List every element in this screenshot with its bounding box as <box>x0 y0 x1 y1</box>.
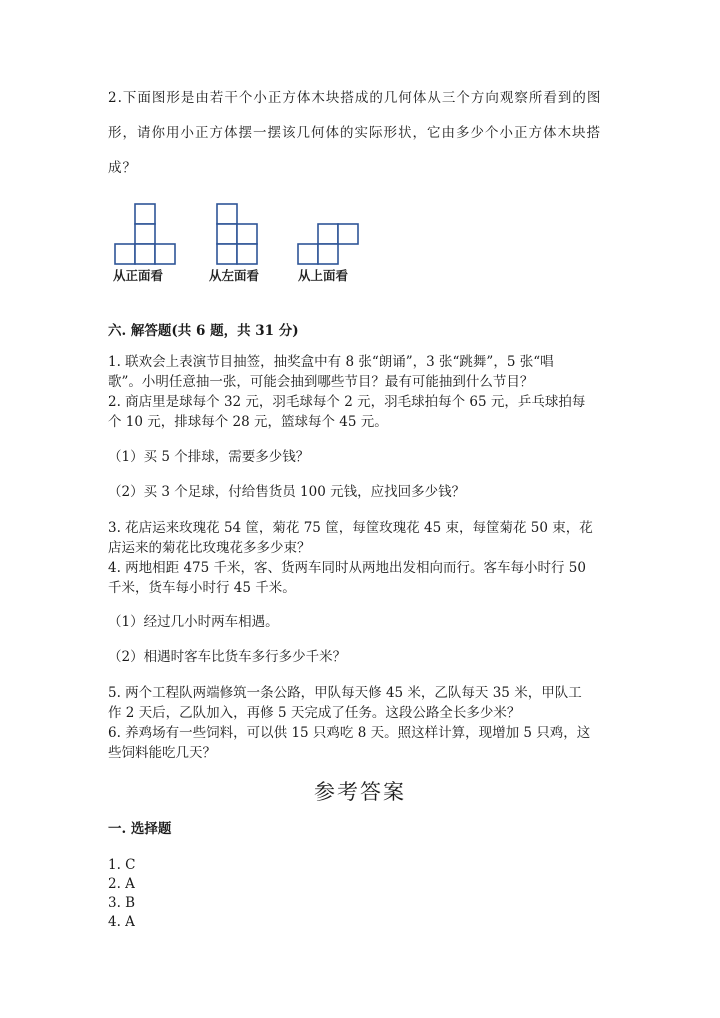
problem-4-sub-1: （1）经过几小时两车相遇。 <box>108 614 279 630</box>
top-view-caption: 从上面看 <box>298 268 349 283</box>
problem-4-line-2: 千米，货车每小时行 45 千米。 <box>108 580 296 596</box>
top-view-grid <box>298 224 358 264</box>
view-question-line-1: 2.下面图形是由若干个小正方体木块搭成的几何体从三个方向观察所看到的图 <box>108 90 602 106</box>
problem-4-line-1: 4. 两地相距 475 千米，客、货两车同时从两地出发相向而行。客车每小时行 50 <box>108 560 586 576</box>
answer-item: 1. C <box>108 857 136 873</box>
problem-3-line-2: 店运来的菊花比玫瑰花多多少束？ <box>108 540 311 556</box>
problem-1-line-2: 歌”。小明任意抽一张，可能会抽到哪些节目？最有可能抽到什么节目？ <box>108 374 534 390</box>
problem-2-sub-1: （1）买 5 个排球，需要多少钱？ <box>108 449 310 465</box>
view-question-line-2: 形，请你用小正方体摆一摆该几何体的实际形状，它由多少个小正方体木块搭 <box>108 125 601 141</box>
view-question-line-3: 成？ <box>108 160 137 176</box>
problem-2-line-1: 2. 商店里是球每个 32 元，羽毛球每个 2 元，羽毛球拍每个 65 元，乒乓球拍每 <box>108 394 586 410</box>
problem-2-sub-2: （2）买 3 个足球，付给售货员 100 元钱，应找回多少钱？ <box>108 484 466 500</box>
answer-item: 4. A <box>108 914 135 930</box>
left-view-caption: 从左面看 <box>209 268 260 283</box>
front-view-grid <box>115 204 175 264</box>
answer-section-1-heading: 一. 选择题 <box>108 821 172 837</box>
answer-item: 3. B <box>108 895 136 911</box>
left-view-grid <box>217 204 257 264</box>
problem-5-line-1: 5. 两个工程队两端修筑一条公路，甲队每天修 45 米，乙队每天 35 米，甲队工 <box>108 685 582 701</box>
problem-5-line-2: 作 2 天后，乙队加入，再修 5 天完成了任务。这段公路全长多少米？ <box>108 705 521 721</box>
section-6-heading: 六. 解答题(共 6 题，共 31 分) <box>108 323 299 339</box>
problem-6-line-2: 些饲料能吃几天？ <box>108 745 216 761</box>
answer-item: 2. A <box>108 876 135 892</box>
problem-2-line-2: 个 10 元，排球每个 28 元，篮球每个 45 元。 <box>108 414 388 430</box>
answer-key-title: 参考答案 <box>314 780 406 804</box>
front-view-caption: 从正面看 <box>113 268 164 283</box>
problem-1-line-1: 1. 联欢会上表演节目抽签，抽奖盒中有 8 张“朗诵”，3 张“跳舞”，5 张“唱 <box>108 354 554 370</box>
problem-3-line-1: 3. 花店运来玫瑰花 54 筐，菊花 75 筐，每筐玫瑰花 45 束，每筐菊花 50 束，花 <box>108 520 593 536</box>
problem-6-line-1: 6. 养鸡场有一些饲料，可以供 15 只鸡吃 8 天。照这样计算，现增加 5 只鸡，这 <box>108 725 591 741</box>
problem-4-sub-2: （2）相遇时客车比货车多行多少千米？ <box>108 649 347 665</box>
